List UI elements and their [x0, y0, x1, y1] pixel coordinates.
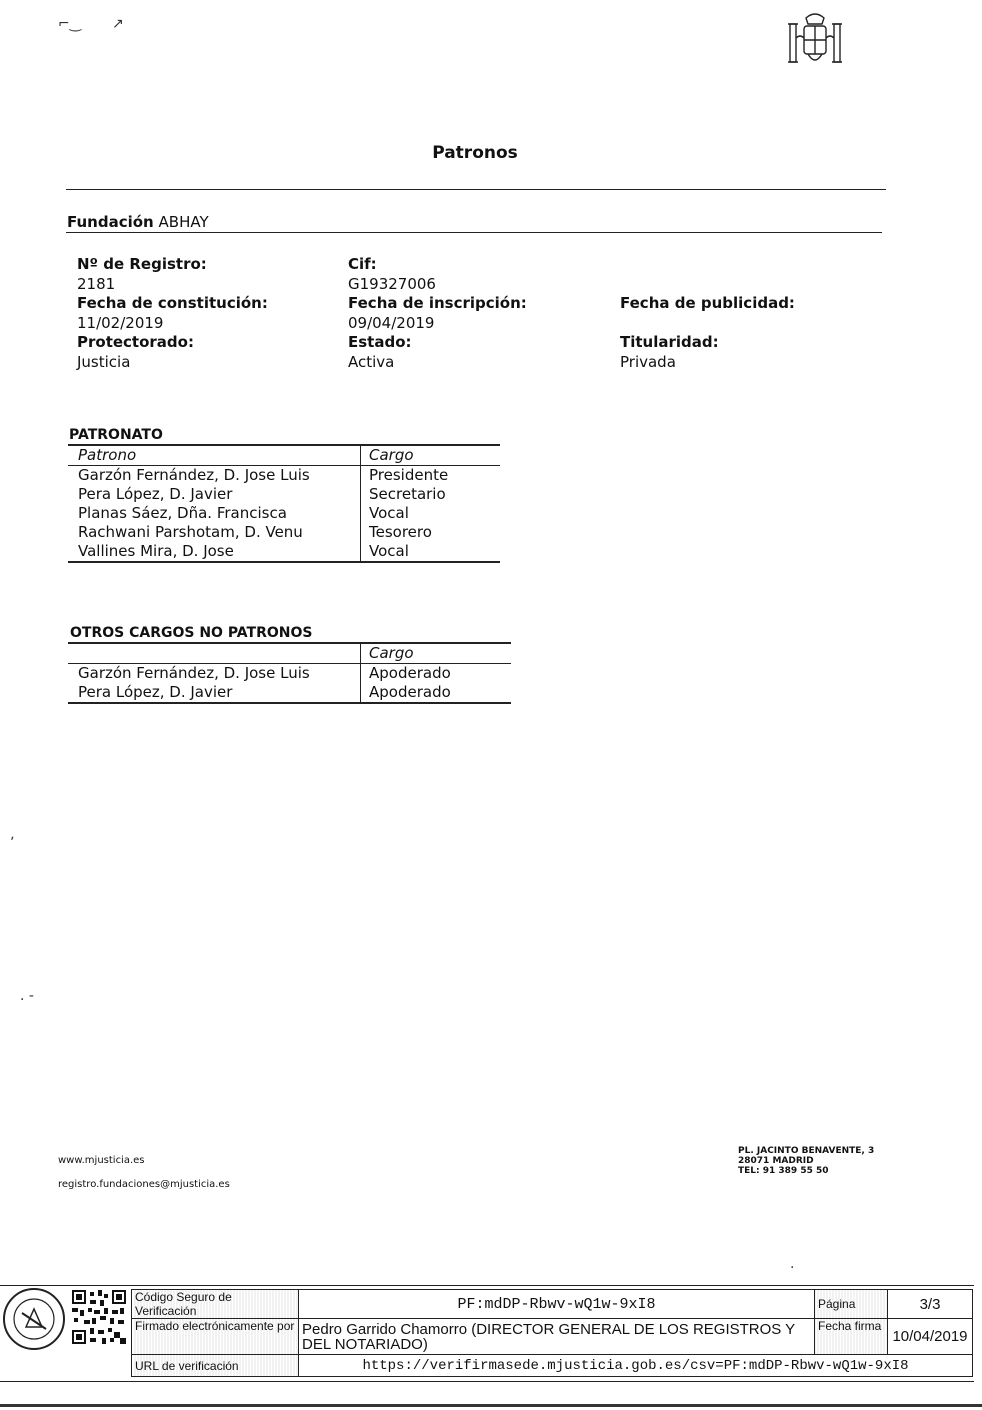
table-row	[68, 683, 511, 703]
foundation-label: Fundación	[67, 213, 154, 231]
table-row	[132, 1319, 973, 1355]
patrono-cargo: Presidente	[361, 466, 501, 486]
otros-cargo: Apoderado	[361, 664, 512, 684]
info-column-2	[348, 255, 527, 372]
table-header-row	[68, 445, 500, 466]
otros-name: Garzón Fernández, D. Jose Luis	[78, 664, 310, 682]
patrono-name: Planas Sáez, Dña. Francisca	[78, 504, 287, 522]
table-row	[132, 1290, 973, 1319]
patrono-name: Pera López, D. Javier	[78, 485, 233, 503]
constitucion-label: Fecha de constitución:	[77, 294, 268, 312]
titularidad-value: Privada	[620, 352, 676, 371]
page-title: Patronos	[432, 143, 518, 163]
footer-web: www.mjusticia.es	[58, 1155, 145, 1166]
url-value[interactable]: https://verifirmasede.mjusticia.gob.es/csv=PF:mdDP-Rbwv-wQ1w-9xI8	[299, 1355, 973, 1377]
table-row	[68, 542, 500, 562]
patronato-title: PATRONATO	[69, 427, 163, 443]
date-label: Fecha firma	[815, 1319, 888, 1355]
scan-mark: ↗	[112, 16, 124, 32]
patrono-name: Vallines Mira, D. Jose	[78, 542, 234, 560]
otros-name: Pera López, D. Javier	[78, 683, 233, 701]
patrono-name: Rachwani Parshotam, D. Venu	[78, 523, 303, 541]
table-row	[68, 664, 511, 684]
verification-table	[131, 1289, 973, 1377]
footer-address	[738, 1146, 874, 1176]
estado-label: Estado:	[348, 333, 412, 351]
divider	[66, 189, 886, 190]
info-column-1	[77, 255, 268, 372]
constitucion-value: 11/02/2019	[77, 313, 164, 332]
patrono-name: Garzón Fernández, D. Jose Luis	[78, 466, 310, 484]
otros-cargos-table	[68, 642, 511, 704]
page-label: Página	[815, 1290, 888, 1319]
registro-value: 2181	[77, 274, 116, 293]
col-cargo-header: Cargo	[361, 643, 512, 664]
divider	[66, 232, 882, 233]
estado-value: Activa	[348, 352, 395, 371]
titularidad-label: Titularidad:	[620, 333, 719, 351]
patronato-table	[68, 444, 500, 563]
col-name-header	[68, 643, 361, 664]
url-label: URL de verificación	[132, 1355, 299, 1377]
date-value: 10/04/2019	[888, 1319, 973, 1355]
otros-cargos-title: OTROS CARGOS NO PATRONOS	[70, 625, 313, 641]
cif-label: Cif:	[348, 255, 377, 273]
scan-mark: ·	[790, 1260, 795, 1276]
patrono-cargo: Tesorero	[361, 523, 501, 542]
foundation-heading	[67, 213, 209, 231]
patrono-cargo: Vocal	[361, 504, 501, 523]
patrono-cargo: Vocal	[361, 542, 501, 562]
patrono-cargo: Secretario	[361, 485, 501, 504]
protectorado-value: Justicia	[77, 352, 131, 371]
signed-value: Pedro Garrido Chamorro (DIRECTOR GENERAL DE LOS REGISTROS Y DEL NOTARIADO)	[299, 1319, 815, 1355]
publicidad-label: Fecha de publicidad:	[620, 294, 795, 312]
registro-label: Nº de Registro:	[77, 255, 207, 273]
address-line: 28071 MADRID	[738, 1156, 814, 1166]
coat-of-arms-icon	[784, 8, 846, 74]
qr-code-icon	[72, 1290, 126, 1344]
protectorado-label: Protectorado:	[77, 333, 194, 351]
table-header-row	[68, 643, 511, 664]
col-patrono-header: Patrono	[68, 445, 361, 466]
divider	[0, 1404, 982, 1407]
digital-signature-seal-icon	[2, 1287, 66, 1351]
address-line: TEL: 91 389 55 50	[738, 1166, 829, 1176]
page-value: 3/3	[888, 1290, 973, 1319]
foundation-name: ABHAY	[158, 213, 209, 231]
table-row	[68, 485, 500, 504]
scan-mark: ʼ	[10, 835, 15, 851]
csv-value: PF:mdDP-Rbwv-wQ1w-9xI8	[299, 1290, 815, 1319]
table-row	[68, 504, 500, 523]
csv-label: Código Seguro de Verificación	[132, 1290, 299, 1319]
cif-value: G19327006	[348, 274, 436, 293]
signed-label: Firmado electrónicamente por	[132, 1319, 299, 1355]
address-line: PL. JACINTO BENAVENTE, 3	[738, 1146, 875, 1156]
col-cargo-header: Cargo	[361, 445, 501, 466]
table-row	[68, 523, 500, 542]
scan-mark: . ‐	[20, 988, 34, 1004]
footer-email: registro.fundaciones@mjusticia.es	[58, 1179, 230, 1190]
inscripcion-value: 09/04/2019	[348, 313, 435, 332]
info-column-3	[620, 294, 795, 372]
inscripcion-label: Fecha de inscripción:	[348, 294, 527, 312]
table-row	[132, 1355, 973, 1377]
otros-cargo: Apoderado	[361, 683, 512, 703]
table-row	[68, 466, 500, 486]
scan-mark: ⌐‿	[58, 16, 81, 32]
